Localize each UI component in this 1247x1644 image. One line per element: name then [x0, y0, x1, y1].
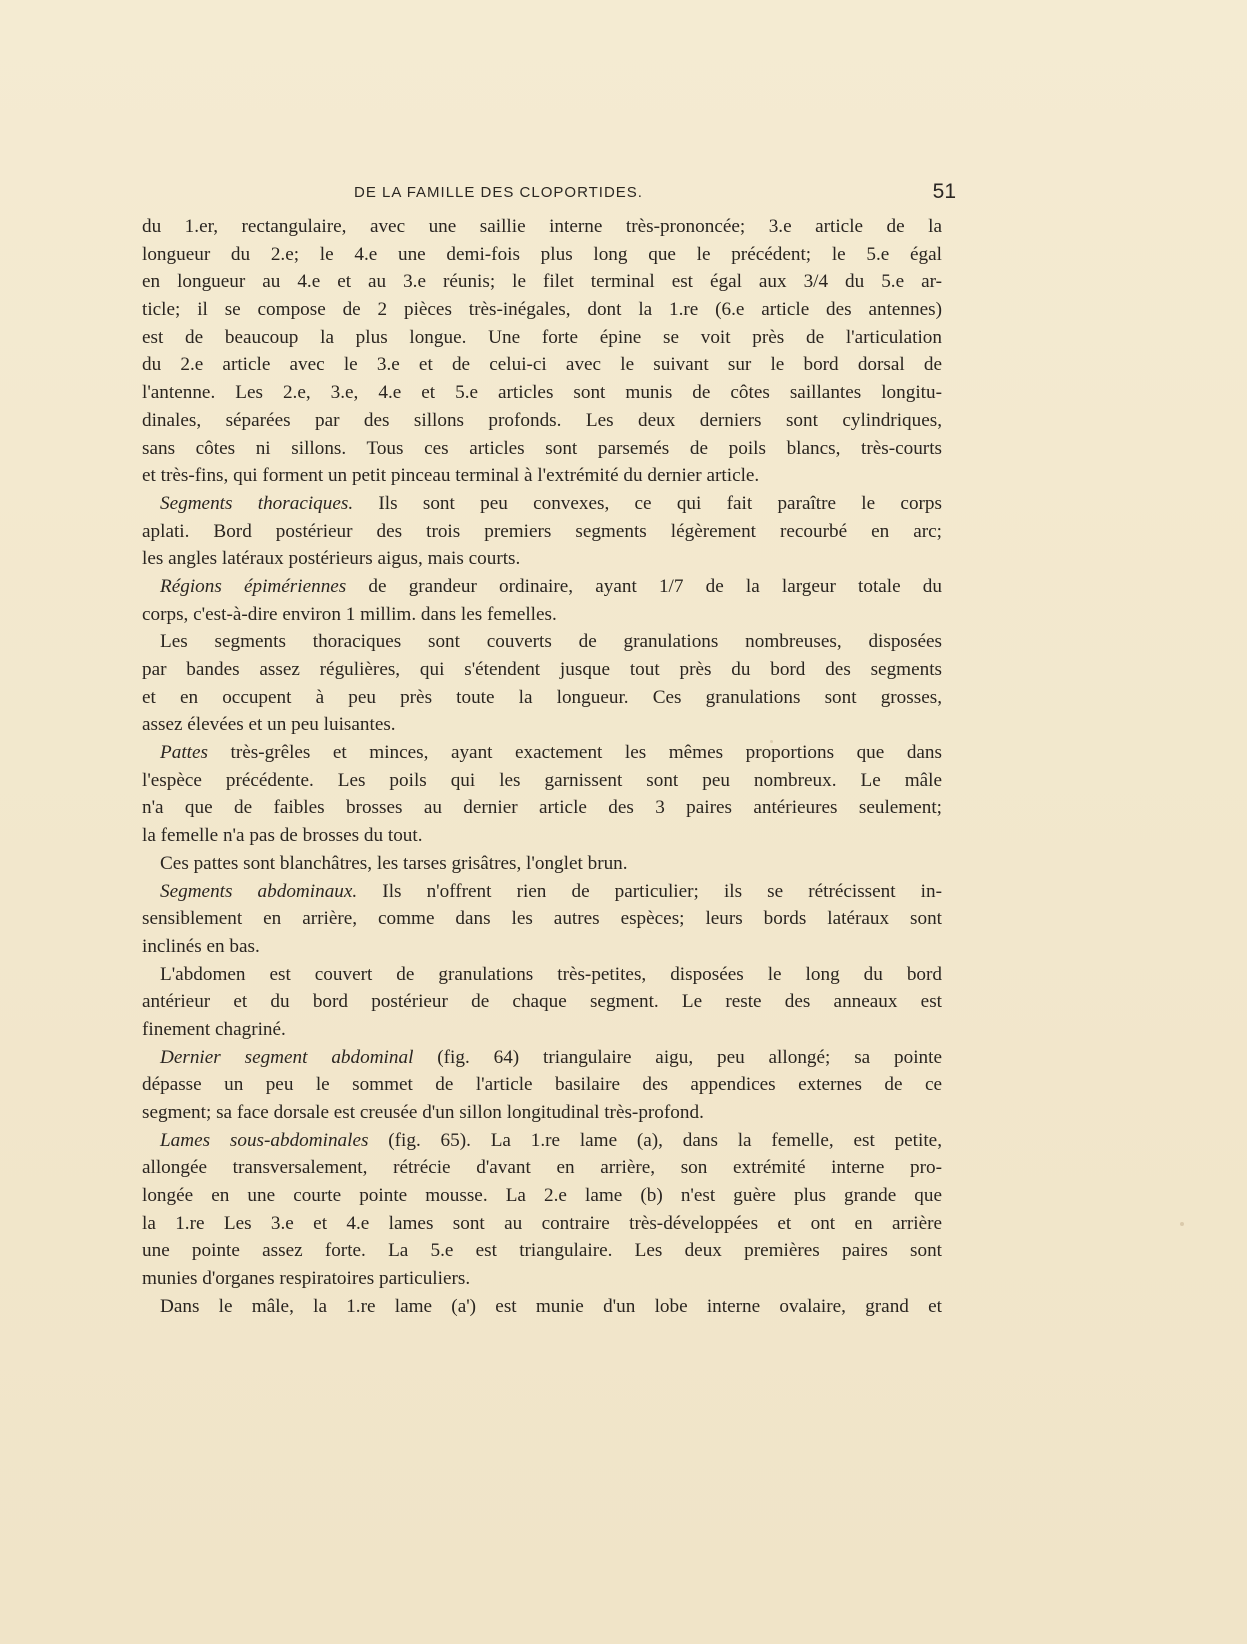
text-line: [142, 850, 942, 878]
line-text: l'antenne. Les 2.e, 3.e, 4.e et 5.e articles sont munis de côtes saillantes longitu-: [142, 382, 942, 404]
line-text: longée en une courte pointe mousse. La 2.e lame (b) n'est guère plus grande que: [142, 1185, 942, 1207]
text-line: [142, 933, 942, 961]
line-text: dépasse un peu le sommet de l'article basilaire des appendices externes de ce: [142, 1074, 942, 1096]
text-line: [142, 905, 942, 933]
text-line: [142, 1071, 942, 1099]
text-line: [142, 518, 942, 546]
section-heading: Régions épimériennes: [160, 575, 347, 597]
line-text: sensiblement en arrière, comme dans les autres espèces; leurs bords latéraux sont: [142, 908, 942, 930]
text-line: [142, 407, 942, 435]
section-heading: Dernier segment abdominal: [160, 1046, 414, 1068]
line-text: corps, c'est-à-dire environ 1 millim. dans les femelles.: [142, 603, 557, 625]
text-line: [142, 961, 942, 989]
body-text: [142, 213, 942, 1321]
line-text: de grandeur ordinaire, ayant 1/7 de la largeur totale du: [346, 575, 942, 597]
text-line: [142, 1154, 942, 1182]
section-heading: Pattes: [160, 742, 208, 764]
line-text: inclinés en bas.: [142, 935, 260, 957]
line-text: Ils sont peu convexes, ce qui fait paraître le corps: [353, 492, 942, 514]
line-text: ticle; il se compose de 2 pièces très-inégales, dont la 1.re (6.e article des antennes): [142, 299, 942, 321]
text-line: [142, 1265, 942, 1293]
text-line: [142, 794, 942, 822]
running-head: [142, 180, 956, 210]
text-line: [142, 573, 942, 601]
text-line: [142, 767, 942, 795]
section-heading: Lames sous-abdominales: [160, 1129, 369, 1151]
line-text: et en occupent à peu près toute la longueur. Ces granulations sont grosses,: [142, 686, 942, 708]
line-text: (fig. 65). La 1.re lame (a), dans la femelle, est petite,: [368, 1129, 942, 1151]
line-text: la femelle n'a pas de brosses du tout.: [142, 825, 423, 847]
line-text: allongée transversalement, rétrécie d'avant en arrière, son extrémité interne pro-: [142, 1157, 942, 1179]
line-text: la 1.re Les 3.e et 4.e lames sont au contraire très-développées et ont en arrière: [142, 1212, 942, 1234]
line-text: très-grêles et minces, ayant exactement les mêmes proportions que dans: [207, 742, 942, 764]
section-heading: Segments thoraciques.: [160, 492, 354, 514]
text-line: [142, 1293, 942, 1321]
text-line: [142, 1127, 942, 1155]
line-text: Ils n'offrent rien de particulier; ils se rétrécissent in-: [357, 880, 942, 902]
line-text: par bandes assez régulières, qui s'étendent jusque tout près du bord des segments: [142, 659, 942, 680]
line-text: finement chagriné.: [142, 1018, 286, 1040]
text-line: [142, 988, 942, 1016]
text-line: [142, 268, 942, 296]
line-text: aplati. Bord postérieur des trois premiers segments légèrement recourbé en arc;: [142, 520, 942, 542]
line-text: les angles latéraux postérieurs aigus, mais courts.: [142, 548, 521, 570]
text-line: [142, 351, 942, 379]
text-line: [142, 1237, 942, 1265]
line-text: antérieur et du bord postérieur de chaque segment. Le reste des anneaux est: [142, 991, 942, 1013]
text-line: [142, 435, 942, 463]
line-text: l'espèce précédente. Les poils qui les garnissent sont peu nombreux. Le mâle: [142, 769, 942, 791]
text-line: [142, 324, 942, 352]
running-head-title: DE LA FAMILLE DES CLOPORTIDES.: [354, 184, 643, 201]
text-line: [142, 878, 942, 906]
line-text: assez élevées et un peu luisantes.: [142, 714, 396, 736]
line-text: L'abdomen est couvert de granulations très-petites, disposées le long du bord: [160, 963, 942, 985]
text-line: [142, 296, 942, 324]
line-text: longueur du 2.e; le 4.e une demi-fois plus long que le précédent; le 5.e égal: [142, 243, 942, 265]
section-heading: Segments abdominaux.: [160, 880, 358, 902]
text-line: [142, 1182, 942, 1210]
line-text: du 1.er, rectangulaire, avec une saillie interne très-prononcée; 3.e article de la: [142, 216, 942, 237]
text-line: [142, 379, 942, 407]
text-line: [142, 241, 942, 269]
line-text: du 2.e article avec le 3.e et de celui-ci avec le suivant sur le bord dorsal de: [142, 354, 942, 376]
line-text: munies d'organes respiratoires particuliers.: [142, 1268, 471, 1290]
line-text: n'a que de faibles brosses au dernier article des 3 paires antérieures seulement;: [142, 797, 942, 819]
text-line: [142, 711, 942, 739]
line-text: Ces pattes sont blanchâtres, les tarses grisâtres, l'onglet brun.: [160, 852, 628, 874]
text-line: [142, 490, 942, 518]
text-line: [142, 1210, 942, 1238]
paper-spot: [770, 740, 773, 743]
text-line: [142, 628, 942, 656]
line-text: (fig. 64) triangulaire aigu, peu allongé; sa pointe: [413, 1046, 942, 1068]
text-line: [142, 462, 942, 490]
line-text: une pointe assez forte. La 5.e est triangulaire. Les deux premières paires sont: [142, 1240, 942, 1262]
paper-spot: [1180, 1222, 1184, 1226]
line-text: sans côtes ni sillons. Tous ces articles sont parsemés de poils blancs, très-courts: [142, 437, 942, 459]
text-line: [142, 1099, 942, 1127]
line-text: Dans le mâle, la 1.re lame (a') est munie d'un lobe interne ovalaire, grand et: [160, 1295, 942, 1317]
text-line: [142, 213, 942, 241]
text-line: [142, 601, 942, 629]
text-line: [142, 656, 942, 684]
line-text: dinales, séparées par des sillons profonds. Les deux derniers sont cylindriques,: [142, 409, 942, 431]
line-text: en longueur au 4.e et au 3.e réunis; le filet terminal est égal aux 3/4 du 5.e ar-: [142, 271, 942, 293]
text-line: [142, 545, 942, 573]
line-text: Les segments thoraciques sont couverts de granulations nombreuses, disposées: [160, 631, 942, 653]
text-line: [142, 1044, 942, 1072]
text-line: [142, 739, 942, 767]
text-line: [142, 684, 942, 712]
line-text: segment; sa face dorsale est creusée d'un sillon longitudinal très-profond.: [142, 1102, 704, 1123]
text-line: [142, 822, 942, 850]
line-text: est de beaucoup la plus longue. Une forte épine se voit près de l'articulation: [142, 326, 942, 348]
line-text: et très-fins, qui forment un petit pinceau terminal à l'extrémité du dernier article.: [142, 465, 760, 487]
page-number: 51: [932, 180, 956, 203]
text-line: [142, 1016, 942, 1044]
